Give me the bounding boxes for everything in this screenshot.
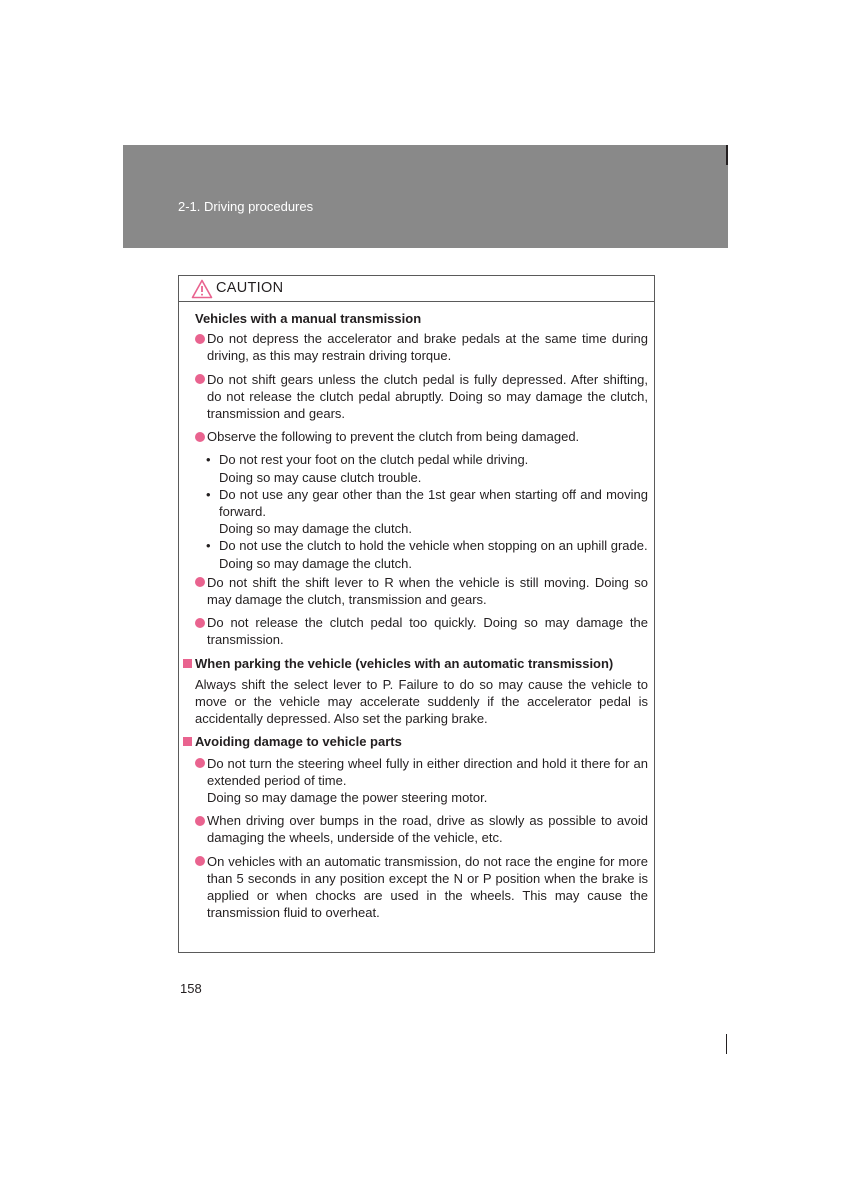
- sub-list-item: • Do not rest your foot on the clutch pedal while driving. Doing so may cause clutch trouble.: [206, 452, 529, 485]
- list-item: On vehicles with an automatic transmission, do not race the engine for more than 5 seconds in any position except the N or P position when the brake is applied or when chocks are used in the wheels. This may cause the transmission fluid to overheat.: [207, 853, 648, 922]
- pink-square-icon: [183, 659, 192, 668]
- section-title: 2-1. Driving procedures: [178, 199, 314, 214]
- manual-transmission-heading: Vehicles with a manual transmission: [195, 311, 422, 326]
- page-number: 158: [180, 981, 202, 996]
- small-bullet-icon: •: [206, 486, 211, 502]
- vehicle-parts-heading: Avoiding damage to vehicle parts: [195, 733, 648, 750]
- small-bullet-icon: •: [206, 452, 211, 468]
- pink-circle-bullet-icon: [195, 432, 205, 442]
- caution-header: [179, 276, 654, 302]
- pink-circle-bullet-icon: [195, 577, 205, 587]
- pink-circle-bullet-icon: [195, 816, 205, 826]
- parking-text: Always shift the select lever to P. Failure to do so may cause the vehicle to move or the vehicle may accelerate suddenly if the accelerator pedal is accidentally depressed. Also set the parking brake.: [195, 676, 648, 727]
- pink-circle-bullet-icon: [195, 758, 205, 768]
- caution-box: [178, 275, 655, 953]
- pink-circle-bullet-icon: [195, 374, 205, 384]
- caution-body: [179, 310, 654, 928]
- caution-label: CAUTION: [216, 280, 284, 296]
- pink-circle-bullet-icon: [195, 334, 205, 344]
- list-item: Do not release the clutch pedal too quickly. Doing so may damage the transmission.: [207, 614, 648, 648]
- sub-list-item: • Do not use any gear other than the 1st gear when starting off and moving forward. Doing so may damage the clutch.: [206, 486, 648, 537]
- parking-heading: When parking the vehicle (vehicles with an automatic transmission): [195, 655, 648, 672]
- pink-circle-bullet-icon: [195, 618, 205, 628]
- chapter-header-band: [123, 145, 728, 248]
- list-item: Do not depress the accelerator and brake pedals at the same time during driving, as this may restrain driving torque.: [207, 330, 648, 364]
- header-edge-mark: [726, 145, 728, 165]
- list-item: Do not turn the steering wheel fully in either direction and hold it there for an extended period of time. Doing so may damage the power steering motor.: [207, 755, 648, 807]
- list-item: When driving over bumps in the road, drive as slowly as possible to avoid damaging the wheels, underside of the vehicle, etc.: [207, 812, 648, 846]
- list-item: Observe the following to prevent the clutch from being damaged.: [207, 428, 648, 445]
- margin-edge-mark: [726, 1034, 727, 1054]
- list-item: Do not shift gears unless the clutch pedal is fully depressed. After shifting, do not release the clutch pedal abruptly. Doing so may damage the clutch, transmission and gears.: [207, 371, 648, 423]
- warning-triangle-icon: [191, 279, 213, 299]
- list-item: Do not shift the shift lever to R when the vehicle is still moving. Doing so may damage the clutch, transmission and gears.: [207, 574, 648, 608]
- small-bullet-icon: •: [206, 538, 211, 554]
- pink-square-icon: [183, 737, 192, 746]
- sub-list-item: • Do not use the clutch to hold the vehicle when stopping on an uphill grade. Doing so may damage the clutch.: [206, 538, 648, 571]
- pink-circle-bullet-icon: [195, 856, 205, 866]
- clutch-sub-list: [206, 451, 648, 571]
